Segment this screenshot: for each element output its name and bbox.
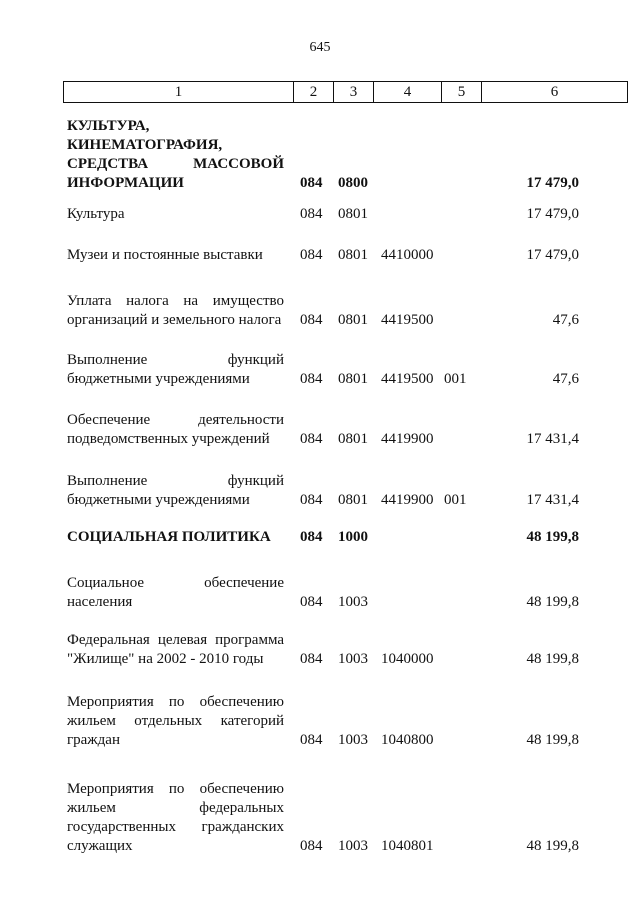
amount: 17 431,4 [526,431,579,447]
row-name [67,528,284,547]
expense-kind-code: 001 [444,371,467,387]
row-name-line: СОЦИАЛЬНАЯ ПОЛИТИКА [67,529,271,545]
column-header-1: 1 [64,82,294,103]
page-number: 645 [309,40,331,55]
row-name-line: жильем федеральных [67,800,284,816]
row-name-line: Музеи и постоянные выставки [67,247,263,263]
section-code: 1003 [338,594,368,610]
target-code: 4410000 [381,247,434,263]
amount: 48 199,8 [526,651,579,667]
section-code: 0801 [338,247,368,263]
section-code: 0800 [338,175,368,191]
row-name-line: жильем отдельных категорий [67,713,284,729]
row-name-line: Выполнение функций [67,352,284,368]
amount: 48 199,8 [526,838,579,854]
target-code: 1040000 [381,651,434,667]
amount: 47,6 [552,371,579,387]
ministry-code: 084 [300,312,323,328]
ministry-code: 084 [300,175,323,191]
target-code: 4419900 [381,431,434,447]
row-name [67,780,284,856]
ministry-code: 084 [300,431,323,447]
section-code: 0801 [338,431,368,447]
ministry-code: 084 [300,838,323,854]
section-code: 0801 [338,206,368,222]
column-header-6: 6 [482,82,628,103]
row-name-line: бюджетными учреждениями [67,492,250,508]
row-name [67,574,284,612]
row-name-line: Уплата налога на имущество [67,293,284,309]
row-name [67,472,284,510]
row-name-line: Мероприятия по обеспечению [67,694,284,710]
row-name [67,693,284,750]
column-header-4: 4 [374,82,442,103]
ministry-code: 084 [300,492,323,508]
amount: 48 199,8 [526,732,579,748]
row-name-line: граждан [67,732,120,748]
row-name [67,246,284,265]
section-code: 0801 [338,371,368,387]
row-name [67,292,284,330]
row-name-line: служащих [67,838,133,854]
row-name-line: Мероприятия по обеспечению [67,781,284,797]
amount: 48 199,8 [526,529,579,545]
row-name-line: государственных гражданских [67,819,284,835]
row-name-line: населения [67,594,133,610]
section-code: 1003 [338,838,368,854]
ministry-code: 084 [300,651,323,667]
amount: 17 431,4 [526,492,579,508]
ministry-code: 084 [300,594,323,610]
section-code: 1000 [338,529,368,545]
row-name-line: "Жилище" на 2002 - 2010 годы [67,651,264,667]
target-code: 1040800 [381,732,434,748]
row-name [67,351,284,389]
row-name-line: СРЕДСТВА МАССОВОЙ [67,156,284,172]
row-name [67,631,284,669]
ministry-code: 084 [300,247,323,263]
row-name-line: бюджетными учреждениями [67,371,250,387]
column-header-3: 3 [334,82,374,103]
ministry-code: 084 [300,206,323,222]
row-name [67,117,284,193]
row-name-line: КУЛЬТУРА, [67,118,150,134]
row-name-line: Федеральная целевая программа [67,632,284,648]
target-code: 4419500 [381,312,434,328]
section-code: 1003 [338,651,368,667]
target-code: 1040801 [381,838,434,854]
section-code: 1003 [338,732,368,748]
row-name [67,205,284,224]
row-name-line: Социальное обеспечение [67,575,284,591]
amount: 17 479,0 [526,247,579,263]
amount: 17 479,0 [526,206,579,222]
amount: 17 479,0 [526,175,579,191]
column-header-2: 2 [294,82,334,103]
amount: 47,6 [552,312,579,328]
target-code: 4419500 [381,371,434,387]
ministry-code: 084 [300,529,323,545]
ministry-code: 084 [300,732,323,748]
ministry-code: 084 [300,371,323,387]
target-code: 4419900 [381,492,434,508]
row-name-line: КИНЕМАТОГРАФИЯ, [67,137,223,153]
row-name [67,411,284,449]
row-name-line: ИНФОРМАЦИИ [67,175,184,191]
column-header-5: 5 [442,82,482,103]
row-name-line: Культура [67,206,125,222]
row-name-line: подведомственных учреждений [67,431,270,447]
row-name-line: организаций и земельного налога [67,312,282,328]
section-code: 0801 [338,312,368,328]
row-name-line: Выполнение функций [67,473,284,489]
row-name-line: Обеспечение деятельности [67,412,284,428]
amount: 48 199,8 [526,594,579,610]
expense-kind-code: 001 [444,492,467,508]
section-code: 0801 [338,492,368,508]
